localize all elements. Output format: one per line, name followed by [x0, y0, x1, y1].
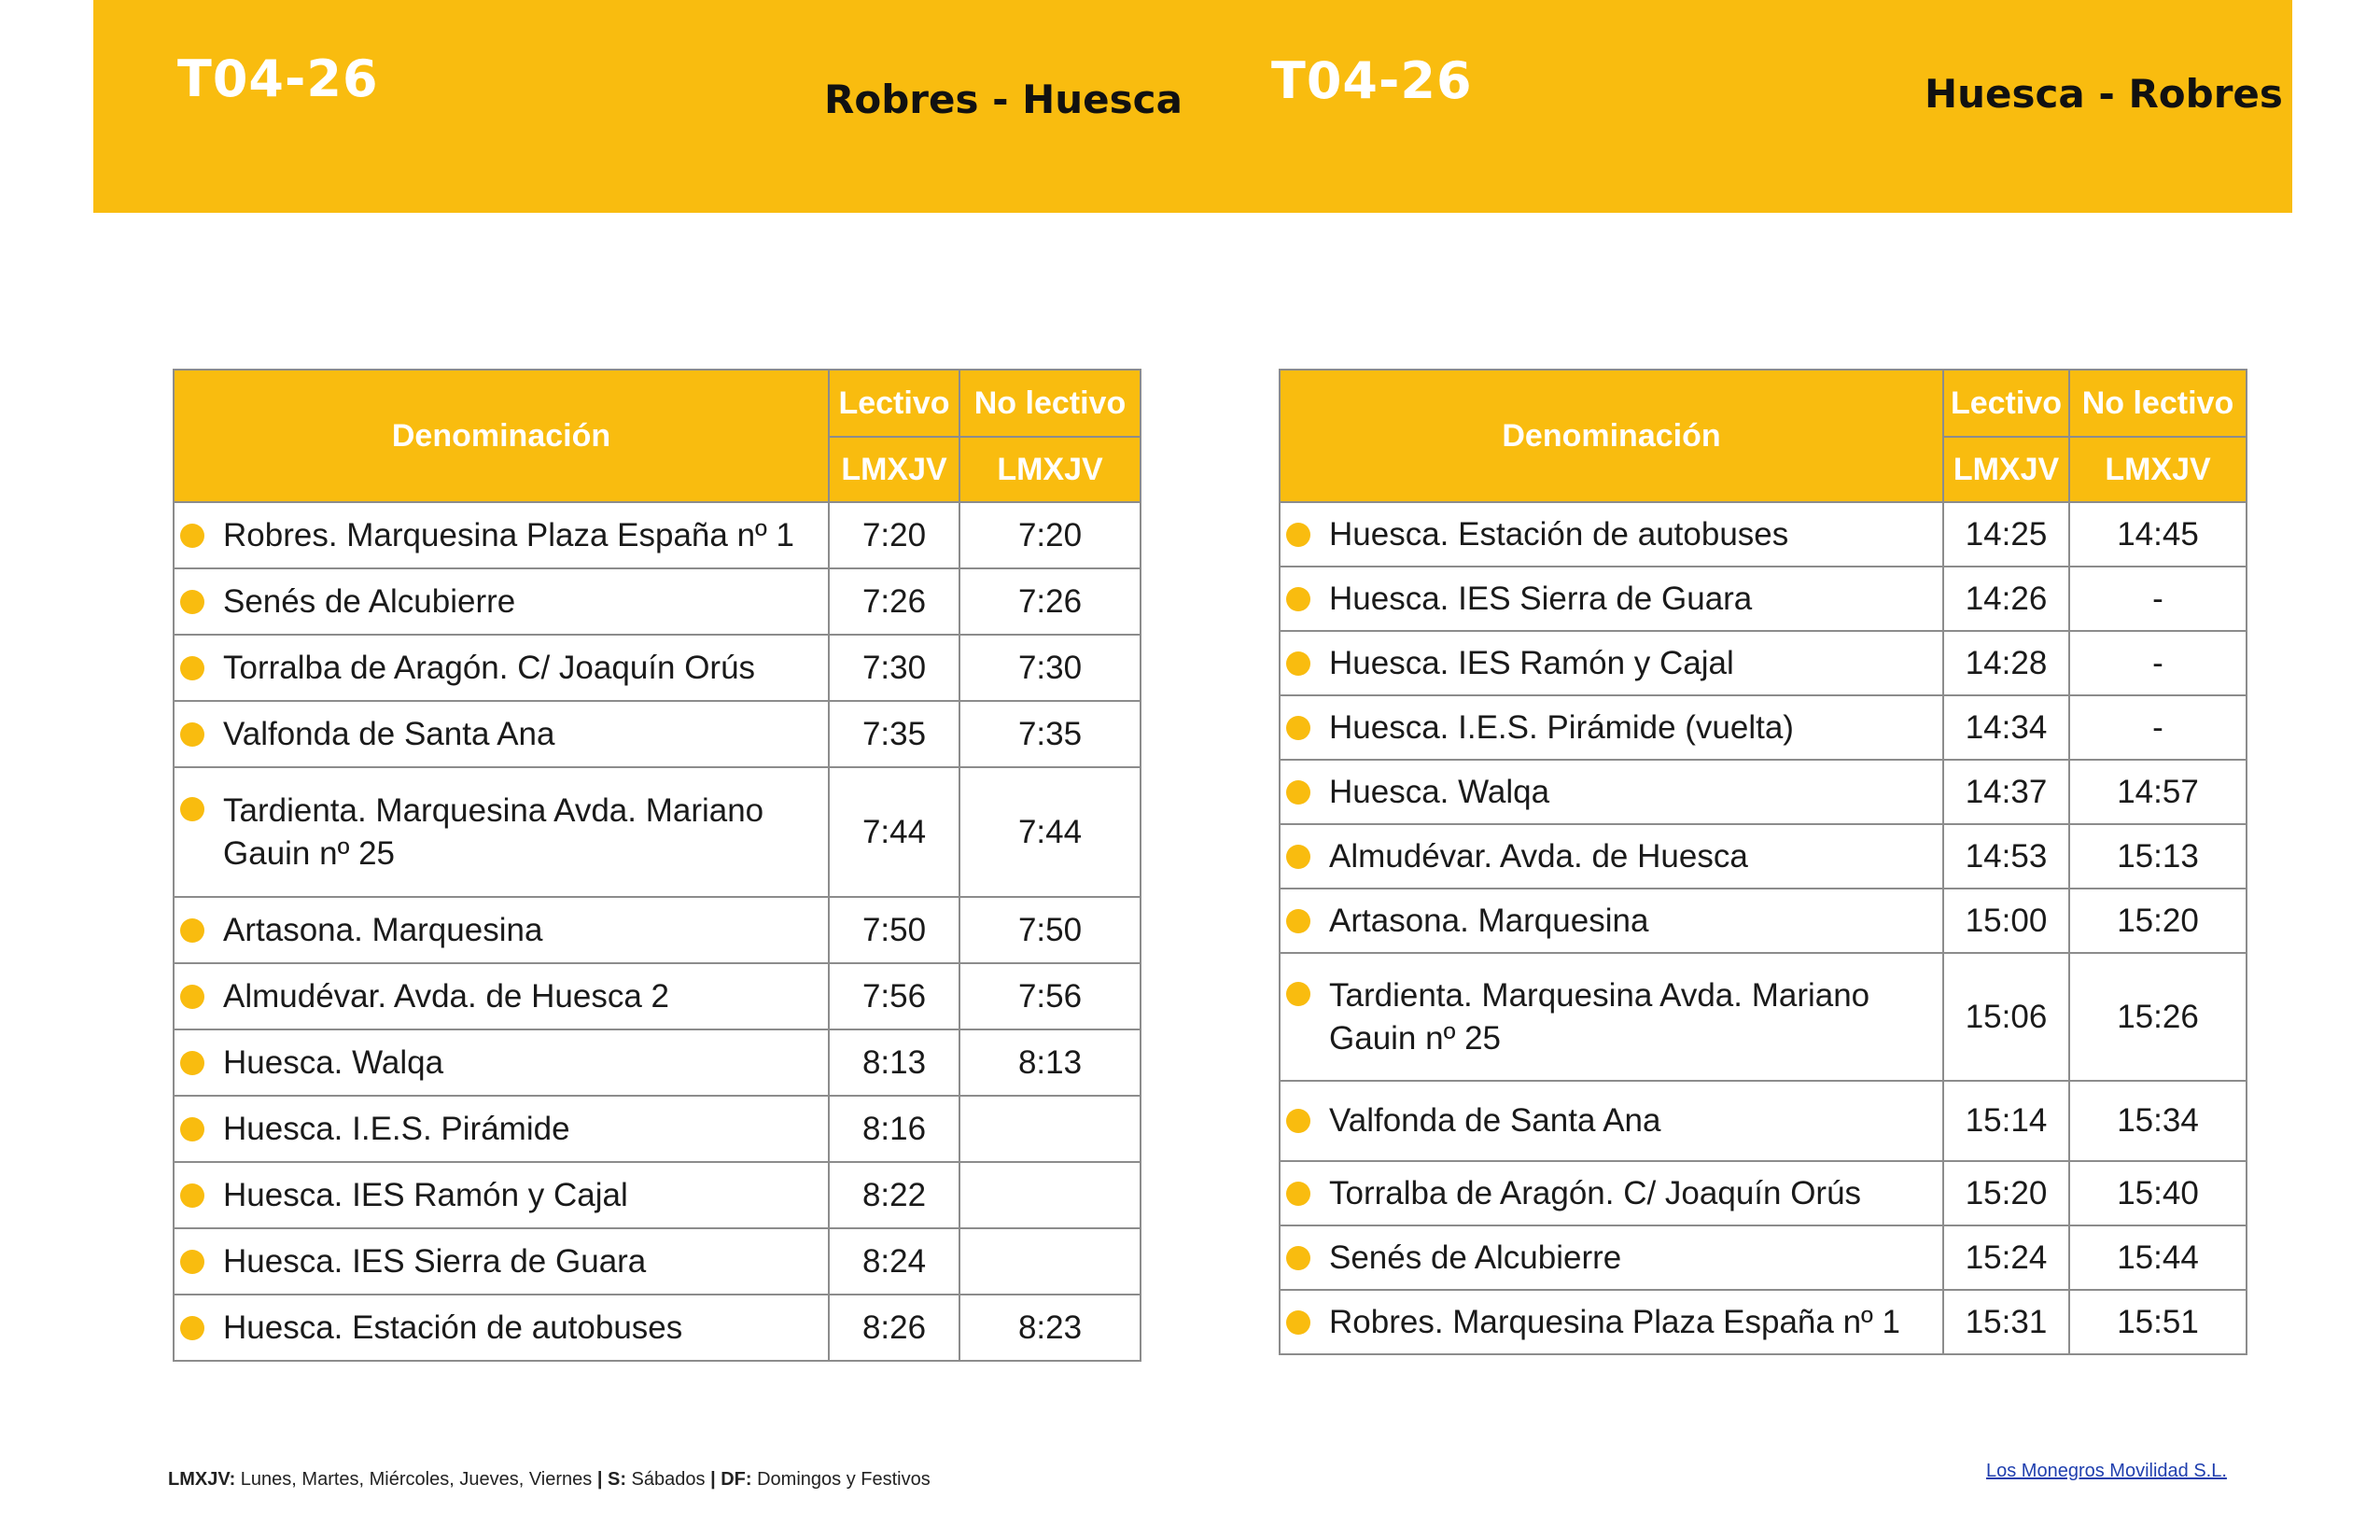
table-row	[1280, 1161, 2247, 1225]
stop-name-line1: Tardienta. Marquesina Avda. Mariano	[223, 791, 764, 829]
bullet-icon	[180, 524, 204, 548]
bullet-icon	[1286, 523, 1310, 547]
time-lectivo: 7:26	[829, 568, 959, 635]
bullet-icon	[180, 1250, 204, 1274]
stop-name: Valfonda de Santa Ana	[1329, 1102, 1661, 1139]
bullet-icon	[180, 1183, 204, 1208]
time-no-lectivo: 7:26	[959, 568, 1141, 635]
time-lectivo: 15:20	[1943, 1161, 2069, 1225]
time-no-lectivo: 7:30	[959, 635, 1141, 701]
time-lectivo: 8:24	[829, 1228, 959, 1295]
time-lectivo: 8:22	[829, 1162, 959, 1228]
bullet-icon	[180, 1051, 204, 1075]
bullet-icon	[1286, 1109, 1310, 1133]
time-no-lectivo	[959, 1162, 1141, 1228]
time-lectivo: 14:34	[1943, 695, 2069, 760]
time-lectivo: 14:28	[1943, 631, 2069, 695]
stop-name-line1: Tardienta. Marquesina Avda. Mariano	[1329, 976, 1870, 1014]
time-lectivo: 14:25	[1943, 502, 2069, 567]
header-days-no-lectivo: LMXJV	[2069, 437, 2247, 502]
table-row	[174, 897, 1141, 963]
bullet-icon	[1286, 587, 1310, 611]
header-lectivo: Lectivo	[829, 370, 959, 437]
bullet-icon	[1286, 909, 1310, 933]
route-code-right: T04-26	[1271, 51, 1473, 110]
stop-name-line2: Gauin nº 25	[1329, 1019, 1502, 1057]
time-lectivo: 7:35	[829, 701, 959, 767]
table-row	[1280, 631, 2247, 695]
stop-name-line2: Gauin nº 25	[223, 834, 396, 872]
bullet-icon	[180, 722, 204, 747]
table-row	[1280, 889, 2247, 953]
stop-name: Valfonda de Santa Ana	[223, 715, 555, 752]
bullet-icon	[180, 985, 204, 1009]
bullet-icon	[1286, 982, 1310, 1006]
time-no-lectivo: 7:50	[959, 897, 1141, 963]
time-no-lectivo: 7:20	[959, 502, 1141, 568]
stop-name: Huesca. Walqa	[223, 1043, 444, 1081]
stop-name: Artasona. Marquesina	[1329, 902, 1649, 939]
time-lectivo: 7:56	[829, 963, 959, 1029]
route-title-right: Huesca - Robres	[1925, 71, 2283, 117]
stop-name: Huesca. IES Ramón y Cajal	[223, 1176, 628, 1213]
stop-name: Huesca. Estación de autobuses	[1329, 515, 1789, 553]
stop-name: Huesca. Walqa	[1329, 773, 1550, 810]
header-no-lectivo: No lectivo	[959, 370, 1141, 437]
header-denominacion: Denominación	[1280, 370, 1943, 502]
stop-name: Torralba de Aragón. C/ Joaquín Orús	[223, 649, 756, 686]
time-no-lectivo: 7:35	[959, 701, 1141, 767]
stop-name: Artasona. Marquesina	[223, 911, 543, 948]
time-lectivo: 7:30	[829, 635, 959, 701]
bullet-icon	[1286, 1182, 1310, 1206]
header-lectivo: Lectivo	[1943, 370, 2069, 437]
time-no-lectivo: -	[2069, 631, 2247, 695]
table-row	[1280, 1290, 2247, 1354]
table-row	[174, 502, 1141, 568]
table-row	[174, 1295, 1141, 1361]
table-row	[174, 1029, 1141, 1096]
timetable-huesca-robres	[1279, 369, 2247, 1355]
legend-key: | DF:	[710, 1469, 752, 1490]
time-no-lectivo	[959, 1096, 1141, 1162]
table-row	[174, 963, 1141, 1029]
time-no-lectivo: 15:40	[2069, 1161, 2247, 1225]
time-no-lectivo: 15:13	[2069, 824, 2247, 889]
time-lectivo: 7:20	[829, 502, 959, 568]
bullet-icon	[180, 1117, 204, 1141]
bullet-icon	[1286, 651, 1310, 676]
header-days-lectivo: LMXJV	[829, 437, 959, 502]
route-title-left: Robres - Huesca	[824, 77, 1183, 122]
table-row	[174, 701, 1141, 767]
stop-name: Almudévar. Avda. de Huesca 2	[223, 977, 669, 1015]
bullet-icon	[1286, 780, 1310, 805]
stop-name: Huesca. IES Sierra de Guara	[1329, 580, 1753, 617]
time-no-lectivo: 8:13	[959, 1029, 1141, 1096]
time-no-lectivo: 15:44	[2069, 1225, 2247, 1290]
legend-text: Sábados	[625, 1469, 711, 1490]
legend-key: | S:	[596, 1469, 626, 1490]
time-no-lectivo: 14:45	[2069, 502, 2247, 567]
bullet-icon	[1286, 1310, 1310, 1335]
table-row	[1280, 1225, 2247, 1290]
time-lectivo: 15:31	[1943, 1290, 2069, 1354]
bullet-icon	[1286, 1246, 1310, 1270]
time-no-lectivo: -	[2069, 695, 2247, 760]
time-lectivo: 15:14	[1943, 1081, 2069, 1161]
time-no-lectivo	[959, 1228, 1141, 1295]
time-no-lectivo: 15:34	[2069, 1081, 2247, 1161]
bullet-icon	[180, 1316, 204, 1340]
table-row	[1280, 695, 2247, 760]
time-lectivo: 14:53	[1943, 824, 2069, 889]
legend-text: Domingos y Festivos	[751, 1469, 931, 1490]
header-days-lectivo: LMXJV	[1943, 437, 2069, 502]
table-row	[174, 1162, 1141, 1228]
header-days-no-lectivo: LMXJV	[959, 437, 1141, 502]
time-no-lectivo: 7:44	[959, 767, 1141, 897]
stop-name: Huesca. IES Ramón y Cajal	[1329, 644, 1734, 681]
table-row	[174, 635, 1141, 701]
bullet-icon	[180, 797, 204, 821]
table-row	[1280, 1081, 2247, 1161]
stop-name: Senés de Alcubierre	[1329, 1239, 1622, 1276]
legend-footnote	[168, 1469, 931, 1491]
stop-name: Huesca. I.E.S. Pirámide (vuelta)	[1329, 708, 1794, 746]
company-link[interactable]: Los Monegros Movilidad S.L.	[1986, 1461, 2227, 1481]
time-lectivo: 8:13	[829, 1029, 959, 1096]
time-lectivo: 8:16	[829, 1096, 959, 1162]
timetable-robres-huesca	[173, 369, 1141, 1362]
time-no-lectivo: 15:26	[2069, 953, 2247, 1081]
time-no-lectivo: 15:51	[2069, 1290, 2247, 1354]
header-denominacion: Denominación	[174, 370, 829, 502]
table-row	[174, 1096, 1141, 1162]
legend-key: LMXJV:	[168, 1469, 236, 1490]
table-row	[1280, 953, 2247, 1081]
time-lectivo: 8:26	[829, 1295, 959, 1361]
table-row	[174, 568, 1141, 635]
time-lectivo: 15:00	[1943, 889, 2069, 953]
stop-name: Huesca. I.E.S. Pirámide	[223, 1110, 570, 1147]
time-no-lectivo: 8:23	[959, 1295, 1141, 1361]
time-no-lectivo: 15:20	[2069, 889, 2247, 953]
stop-name: Senés de Alcubierre	[223, 582, 516, 620]
table-row	[1280, 567, 2247, 631]
time-lectivo: 7:50	[829, 897, 959, 963]
table-row	[174, 1228, 1141, 1295]
bullet-icon	[180, 918, 204, 943]
time-lectivo: 7:44	[829, 767, 959, 897]
bullet-icon	[1286, 716, 1310, 740]
stop-name: Almudévar. Avda. de Huesca	[1329, 837, 1748, 875]
time-lectivo: 15:24	[1943, 1225, 2069, 1290]
time-no-lectivo: -	[2069, 567, 2247, 631]
bullet-icon	[180, 656, 204, 680]
time-lectivo: 15:06	[1943, 953, 2069, 1081]
table-row	[1280, 502, 2247, 567]
table-row	[1280, 824, 2247, 889]
time-no-lectivo: 7:56	[959, 963, 1141, 1029]
bullet-icon	[1286, 845, 1310, 869]
route-code-left: T04-26	[177, 49, 379, 108]
stop-name: Robres. Marquesina Plaza España nº 1	[223, 516, 795, 553]
time-no-lectivo: 14:57	[2069, 760, 2247, 824]
bullet-icon	[180, 590, 204, 614]
stop-name: Torralba de Aragón. C/ Joaquín Orús	[1329, 1174, 1862, 1211]
table-row	[1280, 760, 2247, 824]
stop-name: Robres. Marquesina Plaza España nº 1	[1329, 1303, 1901, 1340]
time-lectivo: 14:26	[1943, 567, 2069, 631]
stop-name: Huesca. Estación de autobuses	[223, 1309, 683, 1346]
table-row	[174, 767, 1141, 897]
header-no-lectivo: No lectivo	[2069, 370, 2247, 437]
legend-text: Lunes, Martes, Miércoles, Jueves, Viernes	[235, 1469, 597, 1490]
time-lectivo: 14:37	[1943, 760, 2069, 824]
stop-name: Huesca. IES Sierra de Guara	[223, 1242, 647, 1280]
